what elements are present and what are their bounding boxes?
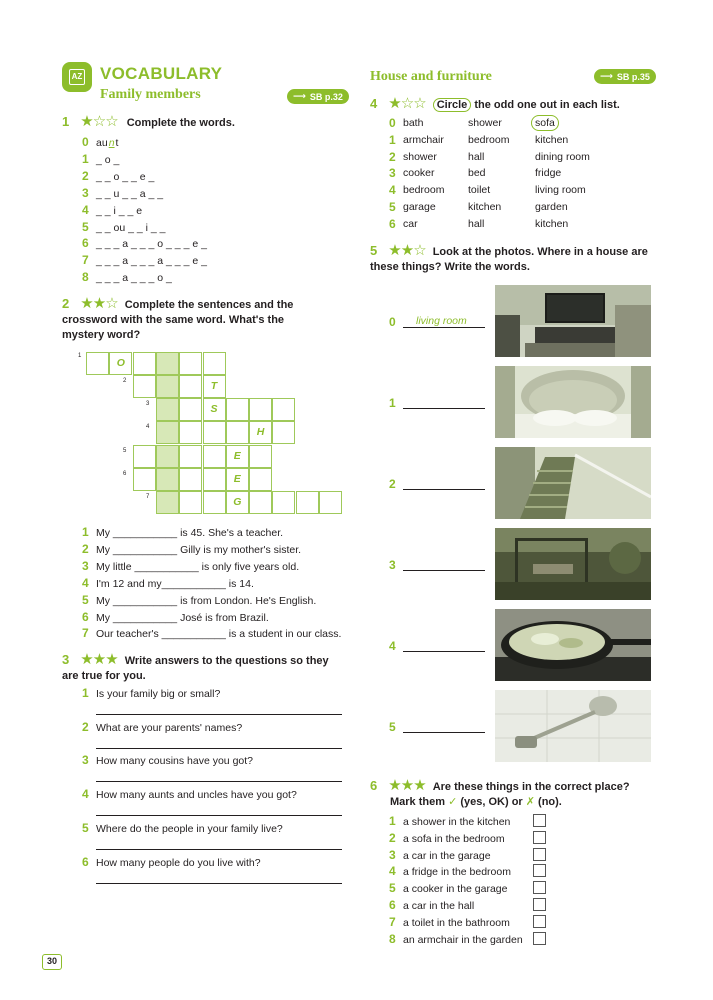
cross-icon: ✗ <box>525 796 535 808</box>
item-number: 3 <box>82 558 89 573</box>
word-a[interactable]: cooker <box>403 167 435 180</box>
word-c[interactable]: dining room <box>535 150 590 163</box>
exercise-instruction: Look at the photos. Where in a house are these things? Write the words. <box>370 246 648 273</box>
word-a[interactable]: shower <box>403 150 437 163</box>
crossword-cell[interactable] <box>179 468 202 491</box>
question-text: Where do the people in your family live? <box>96 822 283 835</box>
word-a[interactable]: armchair <box>403 133 444 146</box>
answer-line[interactable] <box>96 849 342 850</box>
item-number: 2 <box>389 830 396 845</box>
word-item <box>82 186 163 201</box>
exercise-number: 3 <box>62 652 70 667</box>
arrow-right-icon: ⟶ <box>600 71 613 81</box>
item-number: 5 <box>82 219 89 234</box>
crossword-given-letter: T <box>210 380 218 392</box>
photo-answer-item <box>389 639 403 654</box>
word-a[interactable]: bath <box>403 117 424 129</box>
item-number: 4 <box>82 575 89 590</box>
item-number: 3 <box>82 753 89 768</box>
item-number: 1 <box>389 396 396 410</box>
item-number: 7 <box>82 626 89 641</box>
statement-text: a sofa in the bedroom <box>403 832 505 845</box>
exercise-4-heading <box>370 96 620 113</box>
sentence-item <box>82 626 341 641</box>
word-a[interactable]: car <box>403 217 418 230</box>
answer-checkbox[interactable] <box>533 915 546 928</box>
item-number: 2 <box>389 477 396 491</box>
question-item <box>82 753 253 768</box>
statement-text: a car in the garage <box>403 849 491 862</box>
answer-line[interactable] <box>96 714 342 715</box>
exercise-number: 1 <box>62 114 70 129</box>
item-number: 4 <box>389 639 396 653</box>
three-star-rating-icon: ★★★ <box>80 651 118 668</box>
word-pattern: _ _ ou _ _ i _ _ <box>96 221 166 234</box>
item-number: 1 <box>389 814 396 828</box>
item-number: 2 <box>82 541 89 556</box>
exercise-5-heading <box>370 243 660 275</box>
answer-line[interactable] <box>403 651 485 652</box>
crossword-cell[interactable] <box>203 468 226 491</box>
row-number-cell <box>389 217 403 232</box>
exercise-instruction: Write answers to the questions so they are true for you. <box>62 655 329 682</box>
item-number: 6 <box>82 609 89 624</box>
crossword-cell[interactable] <box>203 421 226 444</box>
example-answer: n <box>108 137 115 149</box>
exercise-number: 5 <box>370 243 378 258</box>
one-star-rating-icon: ★☆☆ <box>80 113 118 130</box>
crossword-cell[interactable] <box>272 491 295 514</box>
word-item <box>82 253 207 268</box>
circle-word: Circle <box>433 98 472 112</box>
crossword-row-number: 6 <box>123 471 127 477</box>
word-b[interactable]: kitchen <box>468 201 502 213</box>
crossword-cell[interactable] <box>133 375 156 398</box>
word-c[interactable]: kitchen <box>535 133 569 146</box>
row-number-cell <box>389 183 403 198</box>
statement-item <box>389 915 510 930</box>
three-star-rating-icon: ★★★ <box>388 777 426 794</box>
question-text: What are your parents' names? <box>96 721 243 734</box>
sentence-text: My ___________ Gilly is my mother's sister. <box>96 543 302 556</box>
crossword-cell[interactable] <box>156 468 179 491</box>
sentence-text: My little ___________ is only five years old. <box>96 560 300 573</box>
word-pattern-end: t <box>115 137 119 149</box>
answer-line[interactable] <box>403 489 485 490</box>
crossword-cell[interactable] <box>249 491 272 514</box>
sb-reference-label: SB p.35 <box>616 71 650 82</box>
item-number: 2 <box>82 719 89 734</box>
word-pattern: _ o _ <box>96 153 120 166</box>
sentence-item <box>82 559 299 574</box>
crossword-cell[interactable] <box>179 352 202 375</box>
question-text: How many aunts and uncles have you got? <box>96 789 297 802</box>
word-item <box>82 169 154 184</box>
photo-answer-item <box>389 315 403 330</box>
statement-item <box>389 831 505 846</box>
question-item <box>82 686 220 701</box>
two-star-rating-icon: ★★☆ <box>388 242 426 259</box>
item-number: 7 <box>82 253 89 268</box>
item-number: 4 <box>82 202 89 217</box>
tick-icon: ✓ <box>448 796 458 808</box>
bathroom-shower-photo <box>495 690 651 762</box>
sentence-item <box>82 525 283 540</box>
one-star-rating-icon: ★☆☆ <box>388 95 426 112</box>
item-number: 0 <box>389 116 396 130</box>
question-item <box>82 787 297 802</box>
statement-item <box>389 881 508 896</box>
row-number-cell <box>389 133 403 148</box>
crossword-cell[interactable] <box>249 445 272 468</box>
question-item <box>82 855 261 870</box>
bedroom-photo <box>495 366 651 438</box>
word-c[interactable]: fridge <box>535 167 562 180</box>
word-item <box>82 135 118 150</box>
statement-text: a fridge in the bedroom <box>403 866 511 879</box>
kitchen-pan-photo <box>495 609 651 681</box>
statement-item <box>389 864 511 879</box>
crossword-cell[interactable] <box>179 491 202 514</box>
word-item <box>82 220 165 235</box>
sb-reference-label: SB p.32 <box>309 91 343 102</box>
word-b[interactable]: hall <box>468 150 485 163</box>
question-text: Is your family big or small? <box>96 688 221 700</box>
statement-text: a shower in the kitchen <box>403 816 511 828</box>
sentence-item <box>82 542 301 557</box>
crossword-cell[interactable] <box>133 445 156 468</box>
answer-line[interactable] <box>403 732 485 733</box>
word-a[interactable]: garage <box>403 201 436 213</box>
item-number: 0 <box>389 315 396 329</box>
family-members-subtitle: Family members <box>100 87 201 102</box>
word-c[interactable]: kitchen <box>535 217 569 230</box>
item-number: 4 <box>389 183 396 198</box>
word-b[interactable]: bedroom <box>468 133 510 146</box>
item-number: 5 <box>389 881 396 896</box>
item-number: 6 <box>82 236 89 251</box>
question-item <box>82 720 242 735</box>
word-c[interactable]: garden <box>535 201 568 213</box>
crossword-cell[interactable] <box>249 468 272 491</box>
answer-checkbox[interactable] <box>533 831 546 844</box>
row-number-cell <box>389 116 403 131</box>
exercise-instruction-line2a: Mark them <box>390 796 449 808</box>
word-pattern: _ _ o _ _ e _ <box>96 170 155 183</box>
item-number: 6 <box>389 216 396 231</box>
statement-text: a toilet in the bathroom <box>403 916 510 929</box>
question-text: How many cousins have you got? <box>96 755 254 768</box>
answer-checkbox[interactable] <box>533 814 546 827</box>
crossword-row-number: 5 <box>123 448 127 454</box>
crossword-cell[interactable] <box>203 445 226 468</box>
word-item <box>82 203 142 218</box>
word-b[interactable]: shower <box>468 117 502 129</box>
answer-checkbox[interactable] <box>533 881 546 894</box>
item-number: 6 <box>82 854 89 869</box>
two-star-rating-icon: ★★☆ <box>80 295 118 312</box>
answer-line[interactable] <box>96 781 342 782</box>
crossword-given-letter: E <box>233 450 241 462</box>
crossword-row-number: 7 <box>146 494 150 500</box>
word-pattern: au <box>96 137 108 149</box>
sentence-item <box>82 593 316 608</box>
row-number-cell <box>389 200 403 215</box>
statement-text: a car in the hall <box>403 900 475 912</box>
arrow-right-icon: ⟶ <box>293 91 306 101</box>
photo-answer-item <box>389 720 403 735</box>
exercise-instruction-line1: Are these things in the correct place? <box>432 781 630 793</box>
statement-item <box>389 848 491 863</box>
crossword-given-letter: H <box>256 426 265 438</box>
crossword-cell[interactable] <box>203 352 226 375</box>
answer-line[interactable] <box>403 408 485 409</box>
crossword-cell[interactable] <box>226 398 249 421</box>
statement-item <box>389 814 510 829</box>
crossword-cell[interactable] <box>86 352 109 375</box>
sentence-text: My ___________ is 45. She's a teacher. <box>96 527 284 539</box>
crossword-row-number: 2 <box>123 378 127 384</box>
word-a[interactable]: bedroom <box>403 184 445 197</box>
crossword-cell[interactable] <box>226 421 249 444</box>
answer-checkbox[interactable] <box>533 898 546 911</box>
exercise-instruction-line2c: (no). <box>534 796 562 808</box>
word-b[interactable]: bed <box>468 167 486 180</box>
exercise-number: 6 <box>370 778 378 793</box>
crossword-row-number: 3 <box>146 401 150 407</box>
photo-answer-item <box>389 477 403 492</box>
photo-answer-item <box>389 558 403 573</box>
item-number: 1 <box>389 132 396 147</box>
word-pattern: _ _ u _ _ a _ _ <box>96 187 164 200</box>
sentence-text: My ___________ is from London. He's English. <box>96 594 317 607</box>
statement-text: an armchair in the garden <box>403 933 523 946</box>
statement-text: a cooker in the garage <box>403 883 508 896</box>
answer-line[interactable] <box>96 815 342 816</box>
exercise-instruction: Complete the words. <box>126 117 235 129</box>
question-text: How many people do you live with? <box>96 856 261 869</box>
photo-answer-item <box>389 396 403 411</box>
statement-item <box>389 932 523 947</box>
item-number: 3 <box>82 185 89 200</box>
logo-text: AZ <box>69 69 85 85</box>
item-number: 2 <box>389 149 396 164</box>
item-number: 5 <box>82 592 89 607</box>
answer-line[interactable] <box>403 570 485 571</box>
item-number: 8 <box>82 270 89 285</box>
crossword-row-number: 1 <box>78 353 82 359</box>
crossword-cell[interactable] <box>156 352 179 375</box>
sb-reference-left[interactable] <box>287 89 349 104</box>
living-room-photo <box>495 285 651 357</box>
item-number: 1 <box>82 151 89 166</box>
item-number: 2 <box>82 168 89 183</box>
crossword-given-letter: E <box>233 473 241 485</box>
word-item <box>82 152 119 167</box>
word-item <box>82 236 207 251</box>
crossword-row-number: 4 <box>146 424 150 430</box>
word-c[interactable]: sofa <box>531 115 559 131</box>
exercise-2-heading <box>62 296 322 343</box>
item-number: 1 <box>82 525 89 539</box>
word-pattern: _ _ _ a _ _ _ o _ <box>96 272 172 285</box>
item-number: 5 <box>389 200 396 214</box>
crossword-cell[interactable] <box>319 491 342 514</box>
hall-stairs-photo <box>495 447 651 519</box>
crossword-cell[interactable] <box>156 445 179 468</box>
item-number: 6 <box>389 898 396 912</box>
answer-line[interactable] <box>96 748 342 749</box>
item-number: 3 <box>389 558 396 572</box>
item-number: 5 <box>82 820 89 835</box>
crossword-cell[interactable] <box>203 491 226 514</box>
crossword-cell[interactable] <box>272 398 295 421</box>
question-item <box>82 821 283 836</box>
word-item <box>82 270 172 285</box>
crossword-cell[interactable] <box>249 398 272 421</box>
crossword-cell[interactable] <box>272 421 295 444</box>
crossword-cell[interactable] <box>156 491 179 514</box>
word-b[interactable]: hall <box>468 217 485 230</box>
answer-checkbox[interactable] <box>533 864 546 877</box>
exercise-number: 4 <box>370 96 378 111</box>
crossword-cell[interactable] <box>156 375 179 398</box>
item-number: 8 <box>389 931 396 946</box>
crossword-cell[interactable] <box>133 468 156 491</box>
vocabulary-logo-icon <box>62 62 92 92</box>
sentence-item <box>82 576 254 591</box>
sb-reference-right[interactable] <box>594 69 656 84</box>
exercise-1-heading <box>62 114 235 131</box>
item-number: 5 <box>389 720 396 734</box>
crossword-cell[interactable] <box>179 375 202 398</box>
exercise-3-heading <box>62 652 342 684</box>
exercise-number: 2 <box>62 296 70 311</box>
example-answer: living room <box>416 315 467 327</box>
crossword-cell[interactable] <box>179 398 202 421</box>
item-number: 1 <box>82 686 89 700</box>
item-number: 4 <box>389 864 396 879</box>
crossword-cell[interactable] <box>296 491 319 514</box>
item-number: 4 <box>82 787 89 802</box>
sentence-text: Our teacher's ___________ is a student in our class. <box>96 628 342 641</box>
crossword-cell[interactable] <box>179 445 202 468</box>
exercise-instruction: Complete the sentences and the crossword with the same word. What's the mystery word? <box>62 299 294 341</box>
exercise-6-heading <box>370 778 660 810</box>
row-number-cell <box>389 150 403 165</box>
word-b[interactable]: toilet <box>468 184 491 197</box>
vocabulary-title: VOCABULARY <box>100 64 223 83</box>
item-number: 7 <box>389 914 396 929</box>
page-number: 30 <box>42 954 62 970</box>
house-furniture-title: House and furniture <box>370 69 492 84</box>
item-number: 3 <box>389 847 396 862</box>
crossword-cell[interactable] <box>179 421 202 444</box>
exercise-instruction: the odd one out in each list. <box>471 99 620 111</box>
crossword-cell[interactable] <box>133 352 156 375</box>
crossword-cell[interactable] <box>156 398 179 421</box>
item-number: 0 <box>82 135 89 149</box>
answer-checkbox[interactable] <box>533 848 546 861</box>
row-number-cell <box>389 166 403 181</box>
garden-swing-photo <box>495 528 651 600</box>
word-pattern: _ _ _ a _ _ _ o _ _ _ e _ <box>96 238 207 251</box>
answer-checkbox[interactable] <box>533 932 546 945</box>
word-c[interactable]: living room <box>535 184 586 197</box>
statement-item <box>389 898 474 913</box>
word-pattern: _ _ _ a _ _ _ a _ _ _ e _ <box>96 255 207 268</box>
exercise-instruction-line2b: (yes, OK) or <box>457 796 526 808</box>
crossword-given-letter: G <box>233 496 242 508</box>
item-number: 3 <box>389 166 396 181</box>
crossword-cell[interactable] <box>156 421 179 444</box>
sentence-text: My ___________ José is from Brazil. <box>96 611 269 624</box>
sentence-item <box>82 610 269 625</box>
crossword-given-letter: O <box>116 357 125 369</box>
answer-line[interactable] <box>96 883 342 884</box>
word-pattern: _ _ i _ _ e <box>96 204 143 217</box>
sentence-text: I'm 12 and my___________ is 14. <box>96 577 254 590</box>
crossword-given-letter: S <box>210 403 218 415</box>
